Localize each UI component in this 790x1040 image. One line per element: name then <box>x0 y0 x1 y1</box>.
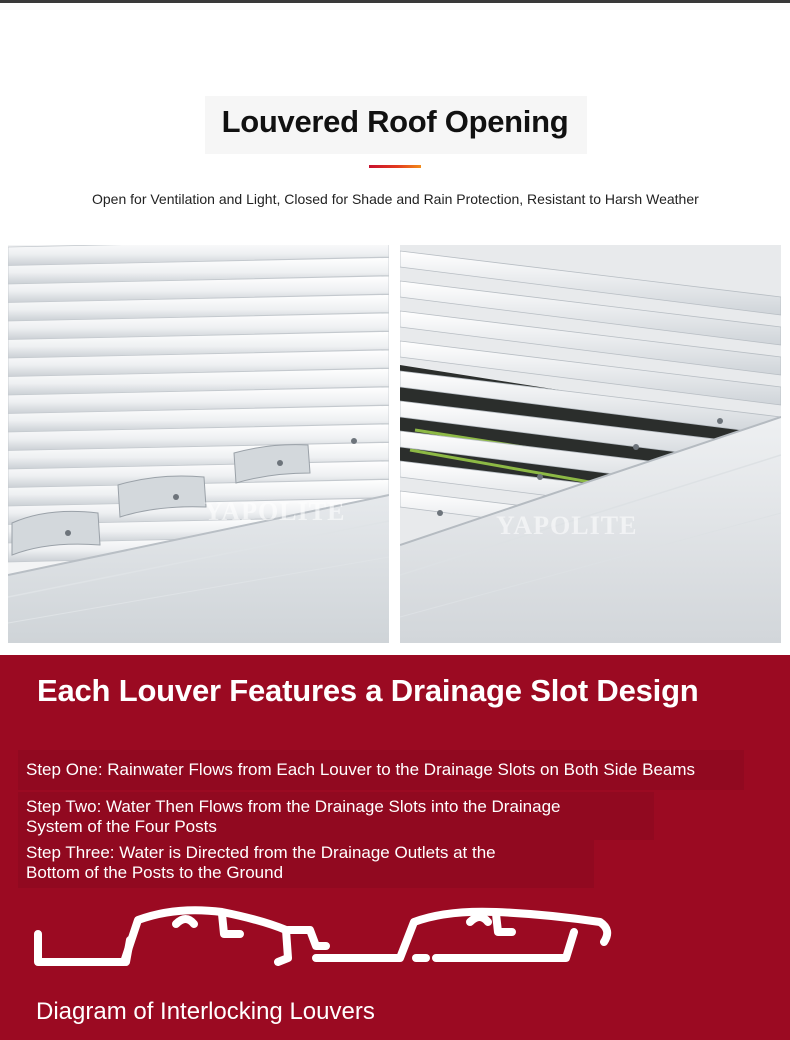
photo-louvers-closed <box>8 245 389 643</box>
step-three-line2: Bottom of the Posts to the Ground <box>26 863 284 882</box>
louvers-closed-illustration <box>8 245 389 643</box>
photo-louvers-open <box>400 245 781 643</box>
step-two-line2: System of the Four Posts <box>26 817 217 836</box>
step-one-text: Step One: Rainwater Flows from Each Louver to the Drainage Slots on Both Side Beams <box>26 760 696 779</box>
diagram-caption: Diagram of Interlocking Louvers <box>36 998 375 1025</box>
step-three <box>26 843 496 883</box>
interlocking-louvers-diagram <box>26 900 626 974</box>
step-one <box>26 760 695 780</box>
page-subtitle: Open for Ventilation and Light, Closed for Shade and Rain Protection, Resistant to Harsh Weather <box>92 191 699 207</box>
page-title: Louvered Roof Opening <box>221 104 569 139</box>
watermark-text: YAPOLITE <box>204 497 346 526</box>
step-two <box>26 797 561 837</box>
watermark-text: YAPOLITE <box>496 511 638 540</box>
step-two-line1: Step Two: Water Then Flows from the Drainage Slots into the Drainage <box>26 797 561 816</box>
step-three-line1: Step Three: Water is Directed from the Drainage Outlets at the <box>26 843 496 862</box>
top-rule <box>0 0 790 3</box>
louvers-open-illustration <box>400 245 781 643</box>
drainage-title: Each Louver Features a Drainage Slot Design <box>37 673 699 708</box>
title-underline <box>369 165 421 168</box>
